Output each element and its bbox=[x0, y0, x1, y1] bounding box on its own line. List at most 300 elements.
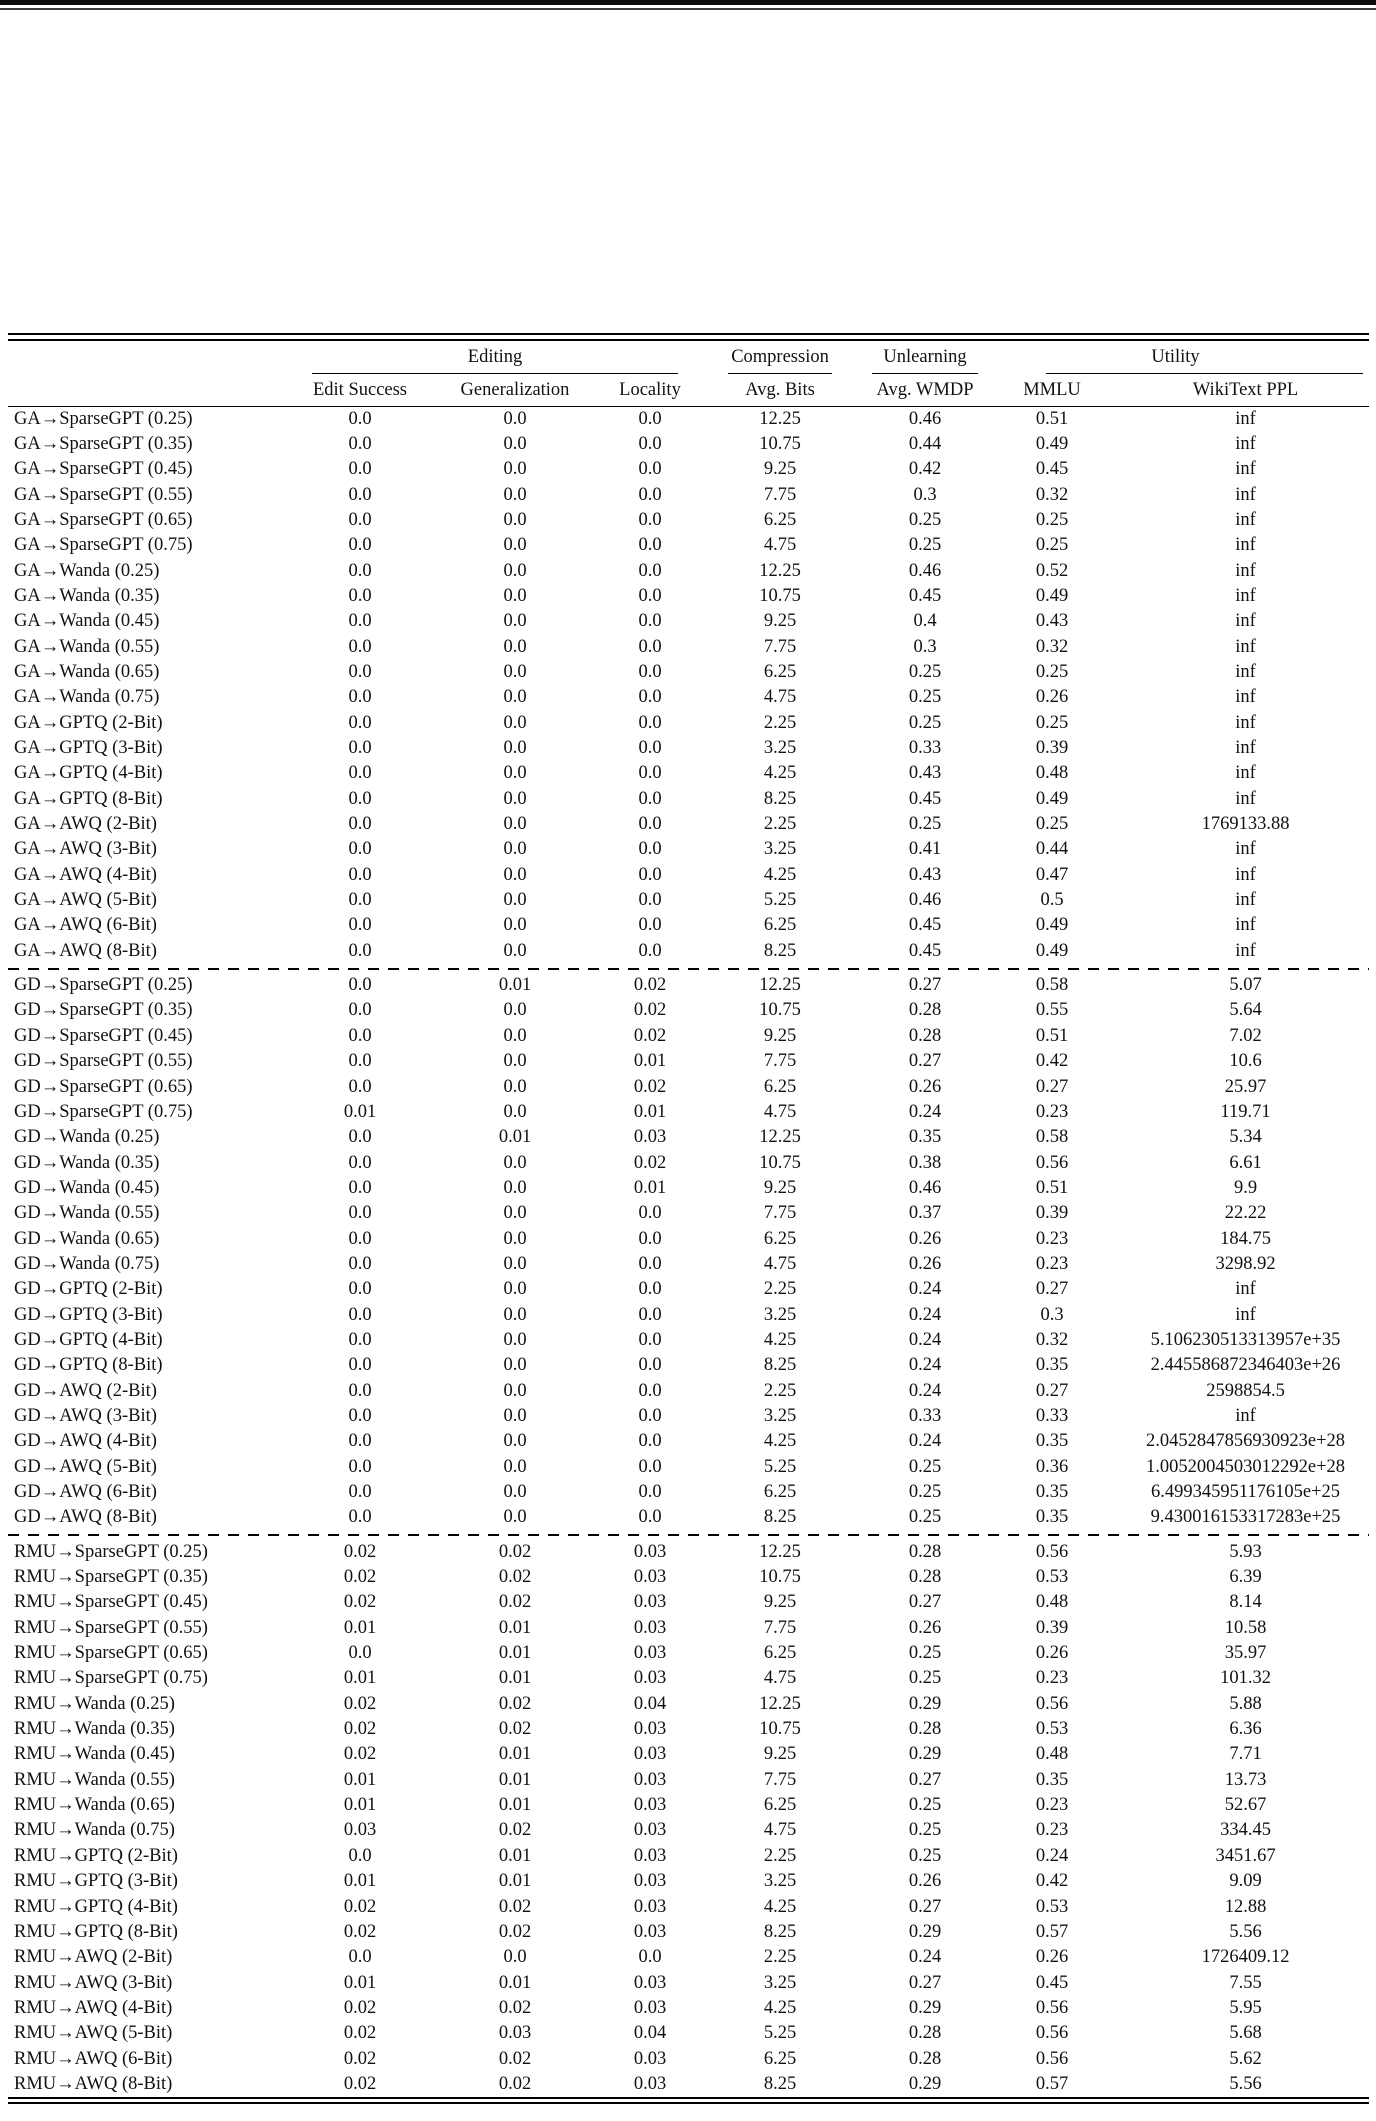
cell-locality: 0.03 bbox=[633, 1896, 667, 1917]
table-bottom-rule-2 bbox=[8, 2102, 1369, 2104]
cell-generalization: 0.0 bbox=[503, 560, 527, 581]
table-row bbox=[8, 559, 1369, 584]
cell-locality: 0.0 bbox=[638, 1203, 662, 1224]
table-row bbox=[8, 1869, 1369, 1894]
cell-mmlu: 0.51 bbox=[1035, 408, 1069, 429]
cell-generalization: 0.0 bbox=[503, 1203, 527, 1224]
cell-generalization: 0.0 bbox=[503, 712, 527, 733]
cell-generalization: 0.0 bbox=[503, 814, 527, 835]
cell-avg-bits: 6.25 bbox=[763, 1643, 797, 1664]
cell-locality: 0.03 bbox=[633, 2048, 667, 2069]
cell-wikitext-ppl: inf bbox=[1235, 636, 1256, 657]
cell-edit-success: 0.0 bbox=[348, 1405, 372, 1426]
cell-edit-success: 0.0 bbox=[348, 1127, 372, 1148]
cell-wikitext-ppl: inf bbox=[1235, 560, 1256, 581]
cell-edit-success: 0.0 bbox=[348, 1329, 372, 1350]
cell-avg-wmdp: 0.25 bbox=[908, 1643, 942, 1664]
cell-mmlu: 0.23 bbox=[1035, 1795, 1069, 1816]
cell-avg-bits: 9.25 bbox=[763, 1025, 797, 1046]
cell-mmlu: 0.39 bbox=[1035, 738, 1069, 759]
cell-generalization: 0.0 bbox=[503, 788, 527, 809]
cell-generalization: 0.0 bbox=[503, 1355, 527, 1376]
cell-generalization: 0.0 bbox=[503, 1456, 527, 1477]
cell-locality: 0.03 bbox=[633, 1871, 667, 1892]
cell-avg-bits: 8.25 bbox=[763, 1507, 797, 1528]
table-row bbox=[8, 1717, 1369, 1742]
cell-avg-bits: 6.25 bbox=[763, 1228, 797, 1249]
cell-edit-success: 0.0 bbox=[348, 1203, 372, 1224]
cell-locality: 0.0 bbox=[638, 585, 662, 606]
cell-generalization: 0.0 bbox=[503, 1431, 527, 1452]
cell-avg-wmdp: 0.25 bbox=[908, 814, 942, 835]
cell-mmlu: 0.56 bbox=[1035, 1152, 1069, 1173]
cell-locality: 0.03 bbox=[633, 1643, 667, 1664]
cell-avg-wmdp: 0.25 bbox=[908, 1668, 942, 1689]
cell-avg-bits: 8.25 bbox=[763, 1355, 797, 1376]
cell-locality: 0.0 bbox=[638, 1253, 662, 1274]
cell-avg-bits: 4.75 bbox=[763, 687, 797, 708]
row-label: GA→GPTQ (3-Bit) bbox=[14, 738, 163, 759]
cell-wikitext-ppl: 7.71 bbox=[1229, 1744, 1262, 1765]
cell-generalization: 0.0 bbox=[503, 915, 527, 936]
cell-avg-bits: 12.25 bbox=[759, 1693, 801, 1714]
cell-avg-bits: 7.75 bbox=[763, 1769, 797, 1790]
cell-wikitext-ppl: 1769133.88 bbox=[1201, 814, 1290, 835]
col-header-mmlu: MMLU bbox=[982, 374, 1122, 407]
cell-wikitext-ppl: 9.9 bbox=[1233, 1177, 1258, 1198]
cell-mmlu: 0.35 bbox=[1035, 1431, 1069, 1452]
row-label: RMU→SparseGPT (0.75) bbox=[14, 1668, 208, 1689]
table-row bbox=[8, 1303, 1369, 1328]
cell-wikitext-ppl: inf bbox=[1235, 1405, 1256, 1426]
cell-avg-bits: 4.25 bbox=[763, 864, 797, 885]
cell-locality: 0.0 bbox=[638, 940, 662, 961]
cell-avg-wmdp: 0.26 bbox=[908, 1076, 942, 1097]
cell-locality: 0.0 bbox=[638, 738, 662, 759]
cell-avg-bits: 6.25 bbox=[763, 915, 797, 936]
cell-edit-success: 0.0 bbox=[348, 433, 372, 454]
cell-mmlu: 0.32 bbox=[1035, 636, 1069, 657]
cell-avg-wmdp: 0.46 bbox=[908, 1177, 942, 1198]
cell-edit-success: 0.0 bbox=[348, 560, 372, 581]
cell-edit-success: 0.0 bbox=[348, 1431, 372, 1452]
row-label: GD→Wanda (0.45) bbox=[14, 1177, 160, 1198]
cell-avg-bits: 8.25 bbox=[763, 788, 797, 809]
cell-wikitext-ppl: inf bbox=[1235, 509, 1256, 530]
row-label: RMU→Wanda (0.65) bbox=[14, 1795, 175, 1816]
group-header-editing-label: Editing bbox=[467, 346, 523, 367]
cell-locality: 0.0 bbox=[638, 788, 662, 809]
row-label: GA→Wanda (0.25) bbox=[14, 560, 160, 581]
cell-avg-wmdp: 0.24 bbox=[908, 1304, 942, 1325]
cell-mmlu: 0.44 bbox=[1035, 839, 1069, 860]
cell-mmlu: 0.47 bbox=[1035, 864, 1069, 885]
cell-locality: 0.0 bbox=[638, 509, 662, 530]
cell-locality: 0.0 bbox=[638, 1405, 662, 1426]
cell-locality: 0.03 bbox=[633, 1592, 667, 1613]
cell-mmlu: 0.32 bbox=[1035, 484, 1069, 505]
cell-avg-wmdp: 0.41 bbox=[908, 839, 942, 860]
cell-locality: 0.0 bbox=[638, 839, 662, 860]
cell-edit-success: 0.01 bbox=[343, 1617, 377, 1638]
cell-mmlu: 0.49 bbox=[1035, 915, 1069, 936]
cell-avg-bits: 8.25 bbox=[763, 2073, 797, 2094]
cell-generalization: 0.01 bbox=[498, 1795, 532, 1816]
cell-locality: 0.0 bbox=[638, 459, 662, 480]
cell-generalization: 0.0 bbox=[503, 839, 527, 860]
table-row bbox=[8, 1100, 1369, 1125]
cell-mmlu: 0.48 bbox=[1035, 1592, 1069, 1613]
row-label: GA→SparseGPT (0.25) bbox=[14, 408, 193, 429]
cell-generalization: 0.01 bbox=[498, 1845, 532, 1866]
cell-edit-success: 0.0 bbox=[348, 915, 372, 936]
cell-generalization: 0.0 bbox=[503, 890, 527, 911]
cell-locality: 0.02 bbox=[633, 1076, 667, 1097]
cell-locality: 0.03 bbox=[633, 1820, 667, 1841]
cell-mmlu: 0.52 bbox=[1035, 560, 1069, 581]
table-row bbox=[8, 787, 1369, 812]
cell-locality: 0.0 bbox=[638, 1355, 662, 1376]
cell-locality: 0.03 bbox=[633, 1541, 667, 1562]
cell-locality: 0.03 bbox=[633, 1769, 667, 1790]
cell-avg-bits: 10.75 bbox=[759, 1000, 801, 1021]
cell-wikitext-ppl: 10.58 bbox=[1224, 1617, 1267, 1638]
table-row bbox=[8, 761, 1369, 786]
row-label: GD→AWQ (6-Bit) bbox=[14, 1482, 157, 1503]
cell-wikitext-ppl: 1726409.12 bbox=[1201, 1947, 1290, 1968]
cell-avg-wmdp: 0.25 bbox=[908, 1795, 942, 1816]
cell-avg-wmdp: 0.24 bbox=[908, 1279, 942, 1300]
cell-avg-bits: 4.75 bbox=[763, 1668, 797, 1689]
cell-edit-success: 0.0 bbox=[348, 1025, 372, 1046]
cell-generalization: 0.01 bbox=[498, 1643, 532, 1664]
cell-avg-bits: 7.75 bbox=[763, 1617, 797, 1638]
cell-avg-bits: 5.25 bbox=[763, 890, 797, 911]
cell-avg-bits: 4.75 bbox=[763, 1253, 797, 1274]
cell-wikitext-ppl: inf bbox=[1235, 484, 1256, 505]
cell-generalization: 0.02 bbox=[498, 1541, 532, 1562]
cell-locality: 0.03 bbox=[633, 1972, 667, 1993]
row-label: RMU→AWQ (5-Bit) bbox=[14, 2023, 173, 2044]
row-label: GA→Wanda (0.45) bbox=[14, 611, 160, 632]
cell-locality: 0.04 bbox=[633, 2023, 667, 2044]
cell-wikitext-ppl: 5.62 bbox=[1229, 2048, 1262, 2069]
cell-mmlu: 0.25 bbox=[1035, 535, 1069, 556]
cell-edit-success: 0.0 bbox=[348, 1456, 372, 1477]
cell-edit-success: 0.02 bbox=[343, 1693, 377, 1714]
cell-generalization: 0.01 bbox=[498, 1617, 532, 1638]
row-label: GA→SparseGPT (0.45) bbox=[14, 459, 193, 480]
cell-edit-success: 0.0 bbox=[348, 1076, 372, 1097]
cell-wikitext-ppl: inf bbox=[1235, 535, 1256, 556]
row-label: GD→SparseGPT (0.75) bbox=[14, 1101, 193, 1122]
cell-avg-bits: 10.75 bbox=[759, 1719, 801, 1740]
cell-generalization: 0.0 bbox=[503, 611, 527, 632]
cell-avg-wmdp: 0.28 bbox=[908, 1541, 942, 1562]
cell-generalization: 0.01 bbox=[498, 1769, 532, 1790]
row-label: RMU→GPTQ (4-Bit) bbox=[14, 1896, 178, 1917]
row-label: GA→SparseGPT (0.65) bbox=[14, 509, 193, 530]
table-row bbox=[8, 1692, 1369, 1717]
cell-avg-bits: 9.25 bbox=[763, 1744, 797, 1765]
cell-avg-bits: 5.25 bbox=[763, 2023, 797, 2044]
cell-edit-success: 0.02 bbox=[343, 1896, 377, 1917]
cell-avg-wmdp: 0.27 bbox=[908, 1972, 942, 1993]
cell-avg-bits: 4.25 bbox=[763, 763, 797, 784]
cell-edit-success: 0.02 bbox=[343, 1567, 377, 1588]
table-row bbox=[8, 1971, 1369, 1996]
cell-edit-success: 0.0 bbox=[348, 459, 372, 480]
cell-avg-bits: 2.25 bbox=[763, 712, 797, 733]
cell-avg-bits: 12.25 bbox=[759, 1127, 801, 1148]
cell-locality: 0.02 bbox=[633, 975, 667, 996]
table-row bbox=[8, 1818, 1369, 1843]
cell-avg-wmdp: 0.25 bbox=[908, 1482, 942, 1503]
cell-locality: 0.03 bbox=[633, 1997, 667, 2018]
cell-locality: 0.0 bbox=[638, 408, 662, 429]
col-header-generalization: Generalization bbox=[422, 374, 608, 407]
section-separator bbox=[8, 964, 1369, 973]
cell-wikitext-ppl: 5.93 bbox=[1229, 1541, 1262, 1562]
col-header-avg-wmdp: Avg. WMDP bbox=[868, 374, 982, 407]
cell-edit-success: 0.02 bbox=[343, 1744, 377, 1765]
cell-mmlu: 0.27 bbox=[1035, 1076, 1069, 1097]
cell-edit-success: 0.0 bbox=[348, 585, 372, 606]
table-row bbox=[8, 1540, 1369, 1565]
cell-edit-success: 0.02 bbox=[343, 1541, 377, 1562]
cell-edit-success: 0.0 bbox=[348, 484, 372, 505]
cell-avg-wmdp: 0.24 bbox=[908, 1380, 942, 1401]
cell-mmlu: 0.26 bbox=[1035, 1643, 1069, 1664]
cell-generalization: 0.02 bbox=[498, 1896, 532, 1917]
cell-avg-wmdp: 0.45 bbox=[908, 915, 942, 936]
cell-avg-bits: 7.75 bbox=[763, 1203, 797, 1224]
table-row bbox=[8, 1742, 1369, 1767]
cell-generalization: 0.0 bbox=[503, 1482, 527, 1503]
cell-edit-success: 0.0 bbox=[348, 864, 372, 885]
cell-avg-wmdp: 0.43 bbox=[908, 763, 942, 784]
cell-edit-success: 0.0 bbox=[348, 1482, 372, 1503]
cell-wikitext-ppl: inf bbox=[1235, 662, 1256, 683]
cell-wikitext-ppl: 101.32 bbox=[1220, 1668, 1271, 1689]
cell-mmlu: 0.58 bbox=[1035, 1127, 1069, 1148]
cell-wikitext-ppl: 6.61 bbox=[1229, 1152, 1262, 1173]
cell-avg-wmdp: 0.45 bbox=[908, 585, 942, 606]
cell-wikitext-ppl: 5.56 bbox=[1229, 1921, 1262, 1942]
table-row bbox=[8, 1505, 1369, 1530]
row-label: RMU→AWQ (6-Bit) bbox=[14, 2048, 173, 2069]
cell-generalization: 0.0 bbox=[503, 1253, 527, 1274]
cell-generalization: 0.03 bbox=[498, 2023, 532, 2044]
cell-avg-bits: 12.25 bbox=[759, 560, 801, 581]
table-row bbox=[8, 533, 1369, 558]
cell-mmlu: 0.51 bbox=[1035, 1025, 1069, 1046]
row-label: GA→AWQ (8-Bit) bbox=[14, 940, 157, 961]
cell-locality: 0.0 bbox=[638, 1431, 662, 1452]
cell-locality: 0.0 bbox=[638, 763, 662, 784]
table-row bbox=[8, 939, 1369, 964]
row-label: RMU→Wanda (0.75) bbox=[14, 1820, 175, 1841]
cell-avg-bits: 3.25 bbox=[763, 738, 797, 759]
row-label: GD→SparseGPT (0.45) bbox=[14, 1025, 193, 1046]
cell-wikitext-ppl: inf bbox=[1235, 915, 1256, 936]
cell-avg-wmdp: 0.28 bbox=[908, 2048, 942, 2069]
cell-avg-wmdp: 0.29 bbox=[908, 1921, 942, 1942]
cell-avg-wmdp: 0.26 bbox=[908, 1871, 942, 1892]
cell-locality: 0.03 bbox=[633, 1744, 667, 1765]
row-label: GA→AWQ (2-Bit) bbox=[14, 814, 157, 835]
cell-mmlu: 0.25 bbox=[1035, 712, 1069, 733]
cell-locality: 0.02 bbox=[633, 1025, 667, 1046]
table-row bbox=[8, 1920, 1369, 1945]
cell-avg-wmdp: 0.24 bbox=[908, 1431, 942, 1452]
cell-avg-bits: 8.25 bbox=[763, 1921, 797, 1942]
cell-generalization: 0.0 bbox=[503, 864, 527, 885]
cell-locality: 0.0 bbox=[638, 611, 662, 632]
cell-avg-wmdp: 0.24 bbox=[908, 1355, 942, 1376]
cell-avg-bits: 6.25 bbox=[763, 1482, 797, 1503]
cell-edit-success: 0.0 bbox=[348, 1177, 372, 1198]
table-row bbox=[8, 913, 1369, 938]
cell-generalization: 0.0 bbox=[503, 1025, 527, 1046]
cell-wikitext-ppl: 184.75 bbox=[1220, 1228, 1271, 1249]
row-label: GA→Wanda (0.55) bbox=[14, 636, 160, 657]
table-row bbox=[8, 660, 1369, 685]
table-row bbox=[8, 432, 1369, 457]
cell-edit-success: 0.0 bbox=[348, 788, 372, 809]
cell-wikitext-ppl: 13.73 bbox=[1224, 1769, 1267, 1790]
cell-generalization: 0.01 bbox=[498, 1668, 532, 1689]
cell-avg-bits: 2.25 bbox=[763, 1947, 797, 1968]
cell-edit-success: 0.0 bbox=[348, 1152, 372, 1173]
cell-wikitext-ppl: 334.45 bbox=[1220, 1820, 1271, 1841]
cell-avg-bits: 2.25 bbox=[763, 1279, 797, 1300]
cell-mmlu: 0.42 bbox=[1035, 1051, 1069, 1072]
row-label: GD→SparseGPT (0.55) bbox=[14, 1051, 193, 1072]
cell-avg-bits: 8.25 bbox=[763, 940, 797, 961]
cell-locality: 0.03 bbox=[633, 1921, 667, 1942]
table-row bbox=[8, 1768, 1369, 1793]
cell-wikitext-ppl: 7.55 bbox=[1229, 1972, 1262, 1993]
cell-locality: 0.0 bbox=[638, 1380, 662, 1401]
cell-avg-wmdp: 0.45 bbox=[908, 788, 942, 809]
cell-generalization: 0.0 bbox=[503, 1228, 527, 1249]
cell-avg-bits: 2.25 bbox=[763, 814, 797, 835]
cell-wikitext-ppl: 5.34 bbox=[1229, 1127, 1262, 1148]
cell-avg-wmdp: 0.29 bbox=[908, 1744, 942, 1765]
table-row bbox=[8, 1151, 1369, 1176]
cell-avg-wmdp: 0.29 bbox=[908, 1693, 942, 1714]
cell-avg-bits: 4.75 bbox=[763, 535, 797, 556]
dashed-rule bbox=[8, 968, 1369, 970]
row-label: GD→SparseGPT (0.65) bbox=[14, 1076, 193, 1097]
cell-edit-success: 0.0 bbox=[348, 940, 372, 961]
cell-wikitext-ppl: 5.07 bbox=[1229, 975, 1262, 996]
cell-mmlu: 0.35 bbox=[1035, 1769, 1069, 1790]
table-row bbox=[8, 837, 1369, 862]
cell-mmlu: 0.49 bbox=[1035, 940, 1069, 961]
table-row bbox=[8, 508, 1369, 533]
cell-edit-success: 0.0 bbox=[348, 509, 372, 530]
cell-wikitext-ppl: 35.97 bbox=[1224, 1643, 1267, 1664]
cell-generalization: 0.02 bbox=[498, 1567, 532, 1588]
cell-wikitext-ppl: inf bbox=[1235, 890, 1256, 911]
cell-wikitext-ppl: 10.6 bbox=[1229, 1051, 1262, 1072]
cell-avg-wmdp: 0.27 bbox=[908, 1769, 942, 1790]
cell-mmlu: 0.49 bbox=[1035, 433, 1069, 454]
cell-generalization: 0.0 bbox=[503, 636, 527, 657]
group-header-compression-label: Compression bbox=[731, 346, 829, 367]
table-row bbox=[8, 635, 1369, 660]
cell-mmlu: 0.55 bbox=[1035, 1000, 1069, 1021]
table-row bbox=[8, 998, 1369, 1023]
cell-generalization: 0.0 bbox=[503, 662, 527, 683]
cell-avg-wmdp: 0.46 bbox=[908, 560, 942, 581]
cell-locality: 0.0 bbox=[638, 636, 662, 657]
cell-wikitext-ppl: inf bbox=[1235, 1279, 1256, 1300]
cell-mmlu: 0.45 bbox=[1035, 1972, 1069, 1993]
row-label: GA→Wanda (0.35) bbox=[14, 585, 160, 606]
cell-locality: 0.04 bbox=[633, 1693, 667, 1714]
row-label: RMU→SparseGPT (0.25) bbox=[14, 1541, 208, 1562]
cell-generalization: 0.0 bbox=[503, 1507, 527, 1528]
row-label: GD→GPTQ (2-Bit) bbox=[14, 1279, 163, 1300]
cell-mmlu: 0.27 bbox=[1035, 1380, 1069, 1401]
row-label: GD→AWQ (4-Bit) bbox=[14, 1431, 157, 1452]
table-row bbox=[8, 1404, 1369, 1429]
group-header-row bbox=[8, 341, 1369, 374]
cell-mmlu: 0.5 bbox=[1040, 890, 1064, 911]
results-table bbox=[8, 341, 1369, 2098]
cell-avg-bits: 4.25 bbox=[763, 1431, 797, 1452]
cell-locality: 0.01 bbox=[633, 1101, 667, 1122]
cell-generalization: 0.01 bbox=[498, 975, 532, 996]
cell-avg-bits: 4.25 bbox=[763, 1896, 797, 1917]
row-label: GD→AWQ (5-Bit) bbox=[14, 1456, 157, 1477]
row-label: RMU→Wanda (0.55) bbox=[14, 1769, 175, 1790]
cell-avg-bits: 3.25 bbox=[763, 839, 797, 860]
cell-generalization: 0.0 bbox=[503, 1076, 527, 1097]
cell-wikitext-ppl: inf bbox=[1235, 459, 1256, 480]
cell-avg-wmdp: 0.33 bbox=[908, 1405, 942, 1426]
cell-mmlu: 0.23 bbox=[1035, 1228, 1069, 1249]
cell-locality: 0.0 bbox=[638, 662, 662, 683]
cell-avg-wmdp: 0.3 bbox=[913, 484, 937, 505]
cell-edit-success: 0.01 bbox=[343, 1972, 377, 1993]
cell-avg-wmdp: 0.29 bbox=[908, 1997, 942, 2018]
column-header-row bbox=[8, 374, 1369, 407]
cell-avg-wmdp: 0.44 bbox=[908, 433, 942, 454]
cell-avg-bits: 7.75 bbox=[763, 636, 797, 657]
cell-wikitext-ppl: inf bbox=[1235, 839, 1256, 860]
row-label: RMU→AWQ (4-Bit) bbox=[14, 1997, 173, 2018]
row-label: GA→SparseGPT (0.75) bbox=[14, 535, 193, 556]
cell-mmlu: 0.56 bbox=[1035, 1693, 1069, 1714]
cell-locality: 0.0 bbox=[638, 687, 662, 708]
cell-locality: 0.0 bbox=[638, 535, 662, 556]
table-row bbox=[8, 1328, 1369, 1353]
row-label: RMU→SparseGPT (0.45) bbox=[14, 1592, 208, 1613]
cell-avg-bits: 4.75 bbox=[763, 1820, 797, 1841]
cell-locality: 0.0 bbox=[638, 1947, 662, 1968]
cell-avg-wmdp: 0.28 bbox=[908, 1719, 942, 1740]
cell-avg-bits: 10.75 bbox=[759, 1567, 801, 1588]
cell-avg-wmdp: 0.42 bbox=[908, 459, 942, 480]
table-row bbox=[8, 888, 1369, 913]
table-row bbox=[8, 1895, 1369, 1920]
cell-edit-success: 0.0 bbox=[348, 1643, 372, 1664]
cell-mmlu: 0.53 bbox=[1035, 1896, 1069, 1917]
